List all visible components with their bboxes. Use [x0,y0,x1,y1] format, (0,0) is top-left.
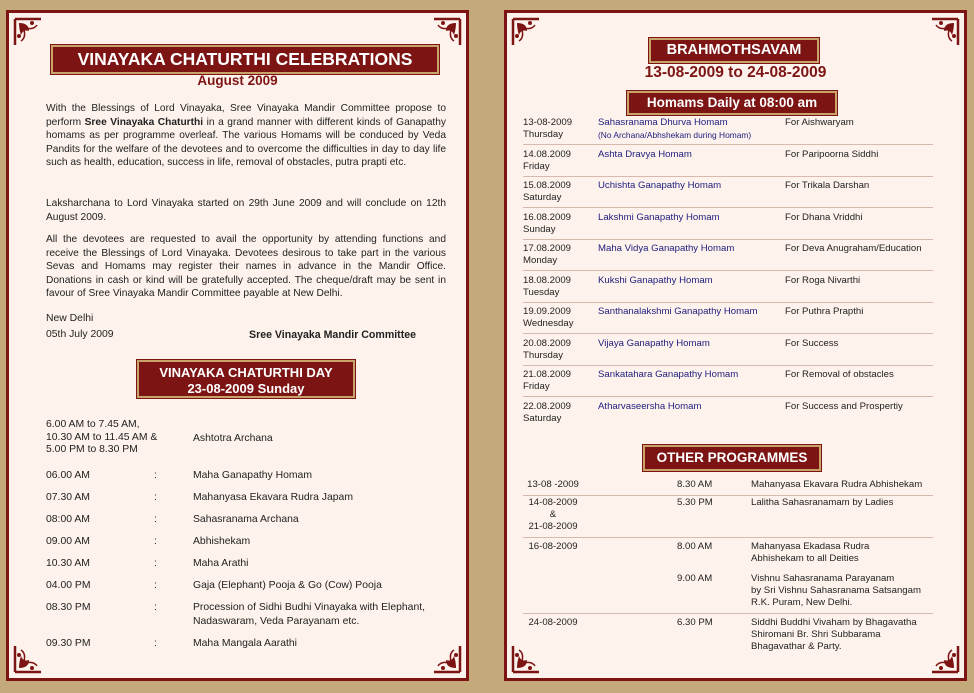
committee-signature: Sree Vinayaka Mandir Committee [249,329,417,341]
programme-event: Mahanyasa Ekadasa Rudra [751,541,870,552]
programme-time: 9.00 AM [677,573,713,584]
letter-date: 05th July 2009 [46,329,114,340]
programme-time: 8.30 AM [677,479,713,490]
homam-purpose: For Roga Nivarthi [785,274,861,286]
row-divider [523,302,933,303]
floral-corner-ornament-icon [511,17,541,47]
programme-date: 24-08-2009 [528,617,578,628]
laksharchana-paragraph: Laksharchana to Lord Vinayaka started on 29th June 2009 and will conclude on 12th August 2009. [46,198,446,223]
programme-time: 6.30 PM [677,617,713,628]
place-text: New Delhi [46,313,94,324]
homam-date: 14.08.2009 [523,148,572,160]
homam-purpose: For Deva Anugraham/Education [785,243,922,254]
left-title-banner: VINAYAKA CHATURTHI CELEBRATIONS [51,45,439,74]
homam-purpose: For Puthra Prapthi [785,306,864,317]
row-divider [523,537,933,538]
floral-corner-ornament-icon [13,17,43,47]
homam-date: 17.08.2009 [523,243,572,254]
row-divider [523,176,933,177]
row-divider [523,239,933,240]
schedule-time: 08.30 PM [46,602,91,613]
schedule-colon: : [154,470,157,481]
homam-name: Atharvaseersha Homam [598,400,702,412]
archana-time-range [46,419,196,457]
schedule-time: 09.30 PM [46,638,91,649]
homam-note: (No Archana/Abhshekam during Homam) [598,130,752,140]
row-divider [523,495,933,496]
row-divider [523,270,933,271]
homam-day: Tuesday [523,286,560,298]
homam-day: Friday [523,160,550,172]
day-banner-title: VINAYAKA CHATURTHI DAY [159,365,333,380]
homam-purpose: For Paripoorna Siddhi [785,148,879,160]
row-divider [523,333,933,334]
homam-date: 19.09.2009 [523,306,572,317]
programme-event: Siddhi Buddhi Vivaham by Bhagavatha [751,617,917,628]
programme-date: 14-08-2009 [528,497,578,508]
schedule-event-continued: Nadaswaram, Veda Parayanam etc. [193,616,360,627]
homam-purpose: For Trikala Darshan [785,180,870,191]
homam-purpose: For Success [785,337,839,349]
schedule-event: Mahanyasa Ekavara Rudra Japam [193,492,353,503]
left-panel [6,10,469,681]
programme-event: Shiromani Br. Shri Subbarama [751,629,881,640]
floral-corner-ornament-icon [511,644,541,674]
time-line: 5.00 PM to 8.30 PM [46,444,138,455]
homam-purpose: For Dhana Vriddhi [785,211,863,223]
row-divider [523,144,933,145]
row-divider [523,396,933,397]
programme-event: Bhagavathar & Party. [751,641,842,652]
left-subtitle: August 2009 [197,73,278,88]
homam-day: Monday [523,255,558,266]
homam-day: Wednesday [523,318,574,329]
homam-day: Saturday [523,192,562,203]
row-divider [523,207,933,208]
homam-purpose: For Success and Prospertiy [785,400,903,412]
homams-daily-banner: Homams Daily at 08:00 am [627,91,837,115]
homam-name: Vijaya Ganapathy Homam [598,337,710,349]
programme-date: & [549,509,557,520]
time-line: 6.00 AM to 7.45 AM, [46,419,140,430]
other-programmes-banner: OTHER PROGRAMMES [643,445,821,471]
homam-purpose: For Aishwaryam [785,117,854,128]
schedule-event: Sahasranama Archana [193,514,299,525]
programme-date: 13-08 -2009 [527,479,579,490]
homam-date: 21.08.2009 [523,369,572,380]
schedule-event: Maha Mangala Aarathi [193,638,297,649]
floral-corner-ornament-icon [432,644,462,674]
programme-event: Abhishekam to all Deities [751,553,859,564]
schedule-event: Maha Ganapathy Homam [193,470,312,481]
time-line: 10.30 AM to 11.45 AM & [46,431,158,443]
programme-event: Mahanyasa Ekavara Rudra Abhishekam [751,479,923,490]
schedule-time: 10.30 AM [46,558,90,569]
schedule-time: 09.00 AM [46,536,90,547]
programme-event: R.K. Puram, New Delhi. [751,597,853,608]
homam-date: 18.08.2009 [523,274,572,286]
schedule-colon: : [154,602,157,613]
homam-name: Kukshi Ganapathy Homam [598,274,713,286]
intro-paragraph: With the Blessings of Lord Vinayaka, Sree Vinayaka Mandir Committee propose to perform Sree Vinayaka Chaturthi in a grand manner with different kinds of Ganapathy homams as per programme overleaf. The various Homams will be conduced by Veda Pandits for the welfare of the devotees and to overcome the difficulties in day to day life such as health, education, success in life, removal of obstacles, putra prapti etc. [46,103,446,169]
homam-date: 15.08.2009 [523,180,572,191]
homam-date: 16.08.2009 [523,211,572,223]
schedule-time: 08:00 AM [46,514,90,525]
schedule-time: 07.30 AM [46,492,90,503]
homam-name: Santhanalakshmi Ganapathy Homam [598,306,758,317]
floral-corner-ornament-icon [930,17,960,47]
programme-time: 5.30 PM [677,497,713,508]
homam-name: Sahasranama Dhurva Homam [598,117,728,128]
homam-purpose: For Removal of obstacles [785,369,894,380]
programme-event: Vishnu Sahasranama Parayanam [751,573,895,584]
floral-corner-ornament-icon [432,17,462,47]
schedule-colon: : [154,514,157,525]
homam-date: 13-08-2009 [523,117,573,128]
day-banner-date: 23-08-2009 Sunday [187,381,305,396]
brahmothsavam-banner: BRAHMOTHSAVAM [649,38,819,63]
floral-corner-ornament-icon [13,644,43,674]
chaturthi-day-banner [137,360,355,398]
devotees-paragraph: All the devotees are requested to avail the opportunity by attending functions and receive the Blessings of Lord Vinayaka. Devotees desirous to take part in the various Sevas and Homams may register their names in advance in the Mandir Office. Donations in cash or kind will be gratefully accepted. The cheque/draft may be sent in favour of Sree Vinayaka Mandir Committee payable at New Delhi. [46,234,446,300]
homam-day: Saturday [523,412,562,424]
programme-time: 8.00 AM [677,541,713,552]
programme-event: by Sri Vishnu Sahasranama Satsangam [751,585,921,596]
schedule-time: 04.00 PM [46,580,91,591]
floral-corner-ornament-icon [930,644,960,674]
archana-event: Ashtotra Archana [193,433,273,444]
schedule-colon: : [154,558,157,569]
homam-day: Thursday [523,349,563,361]
schedule-event: Procession of Sidhi Budhi Vinayaka with Elephant, [193,602,426,613]
homam-day: Friday [523,381,550,392]
schedule-colon: : [154,492,157,503]
homam-date: 20.08.2009 [523,337,572,349]
homam-name: Maha Vidya Ganapathy Homam [598,243,735,254]
homam-name: Uchishta Ganapathy Homam [598,180,722,191]
schedule-colon: : [154,638,157,649]
schedule-event: Maha Arathi [193,558,249,569]
homam-day: Thursday [523,129,563,140]
brahmothsavam-dates: 13-08-2009 to 24-08-2009 [644,64,827,81]
schedule-colon: : [154,536,157,547]
row-divider [523,365,933,366]
schedule-colon: : [154,580,157,591]
homam-day: Sunday [523,223,556,235]
right-panel [504,10,967,681]
programme-date: 21-08-2009 [528,521,578,532]
homam-name: Lakshmi Ganapathy Homam [598,211,720,223]
homam-name: Ashta Dravya Homam [598,148,692,160]
homam-date: 22.08.2009 [523,400,572,412]
programme-date: 16-08-2009 [528,541,578,552]
programme-event: Lalitha Sahasranamam by Ladies [751,497,894,508]
homam-name: Sankatahara Ganapathy Homam [598,369,739,380]
row-divider [523,613,933,614]
schedule-time: 06.00 AM [46,470,90,481]
schedule-event: Abhishekam [193,536,251,547]
schedule-event: Gaja (Elephant) Pooja & Go (Cow) Pooja [193,580,382,591]
